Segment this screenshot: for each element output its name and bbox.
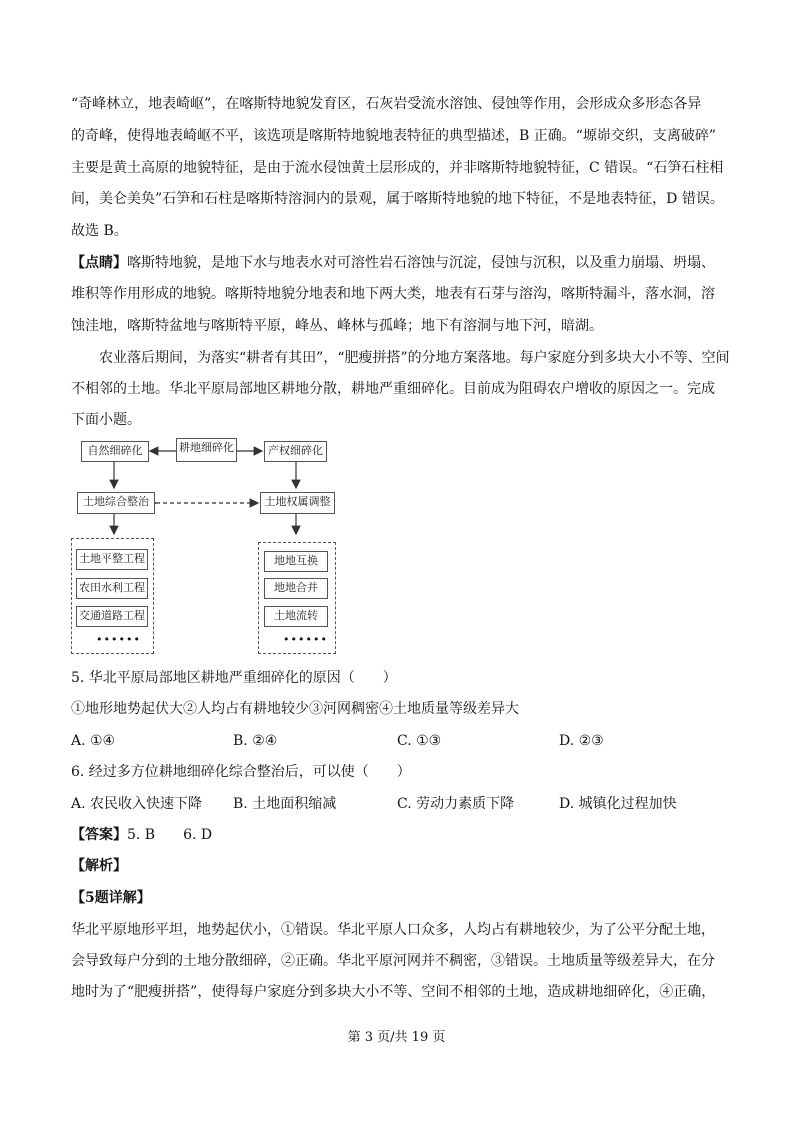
detail-line: 会导致每户分到的土地分散细碎，②正确。华北平原河网并不稠密，③错误。土地质量等级差异大，在分 [71, 953, 715, 969]
detail-line: 地时为了“肥瘦拼搭”，使得每户家庭分到多块大小不等、空间不相邻的土地，造成耕地细碎化，④正确， [71, 984, 716, 1000]
question-5-statements: ①地形地势起伏大②人均占有耕地较少③河网稠密④土地质量等级差异大 [71, 701, 519, 717]
q6-option-a: A. 农民收入快速下降 [71, 796, 203, 812]
q6-option-d: D. 城镇化过程加快 [559, 796, 677, 812]
q6-option-b: B. 土地面积缩减 [233, 796, 337, 812]
q5-option-c: C. ①③ [397, 733, 442, 749]
engineering-item: 交通道路工程 [76, 606, 148, 627]
question-5-stem: 5. 华北平原局部地区耕地严重细碎化的原因（ ） [71, 670, 397, 686]
answer-text: 5. B 6. D [127, 827, 213, 843]
dianjing-line: 蚀洼地，喀斯特盆地与喀斯特平原，峰丛、峰林与孤峰；地下有溶洞与地下河，暗湖。 [71, 318, 603, 334]
q6-option-c: C. 劳动力素质下降 [397, 796, 515, 812]
analysis-tag: 【解析】 [71, 858, 127, 874]
natural-fragmentation-box: 自然细碎化 [81, 441, 149, 462]
intro-line: 不相邻的土地。华北平原局部地区耕地分散，耕地严重细碎化。目前成为阻碍农户增收的原因之一。完成 [71, 381, 715, 397]
ellipsis: •••••• [283, 633, 328, 646]
q5-option-d: D. ②③ [559, 733, 604, 749]
engineering-item: 农田水利工程 [76, 578, 148, 599]
dianjing-tag: 【点睛】 [71, 255, 127, 271]
page-footer: 第 3 页/共 19 页 [347, 1030, 446, 1045]
dianjing-text: 喀斯特地貌，是地下水与地表水对可溶性岩石溶蚀与沉淀，侵蚀与沉积，以及重力崩塌、坍塌、 [127, 255, 715, 271]
adjustment-item: 地地合并 [264, 578, 328, 599]
detail-line: 华北平原地形平坦，地势起伏小，①错误。华北平原人口众多，人均占有耕地较少，为了公平分配土地， [71, 922, 715, 938]
answer-line [71, 825, 212, 845]
land-consolidation-box: 土地综合整治 [77, 492, 155, 514]
answer-tag: 【答案】 [71, 827, 127, 843]
property-fragmentation-box: 产权细碎化 [264, 441, 327, 462]
text-line: “奇峰林立，地表崎岖”，在喀斯特地貌发育区，石灰岩受流水溶蚀、侵蚀等作用，会形成众多形态各异 [71, 96, 702, 112]
ellipsis: •••••• [96, 633, 141, 646]
intro-line: 农业落后期间，为落实“耕者有其田”，“肥瘦拼搭”的分地方案落地。每户家庭分到多块大小不等、空间 [99, 350, 730, 366]
intro-line: 下面小题。 [71, 412, 141, 428]
detail-tag: 【5题详解】 [71, 890, 151, 906]
q5-option-a: A. ①④ [71, 733, 116, 749]
adjustment-item: 土地流转 [264, 606, 328, 627]
ownership-adjustment-box: 土地权属调整 [260, 492, 335, 514]
engineering-item: 土地平整工程 [76, 549, 148, 570]
text-line: 间，美仑美奂”石笋和石柱是喀斯特溶洞内的景观，属于喀斯特地貌的地下特征，不是地表特征，D 错误。 [71, 191, 724, 207]
text-line: 的奇峰，使得地表崎岖不平，该选项是喀斯特地貌地表特征的典型描述，B 正确。“塬峁交织，支离破碎” [71, 128, 717, 144]
question-6-stem: 6. 经过多方位耕地细碎化综合整治后，可以使（ ） [71, 764, 411, 780]
adjustment-item: 地地互换 [264, 551, 328, 572]
q5-option-b: B. ②④ [233, 733, 278, 749]
text-line: 故选 B。 [71, 223, 128, 239]
dianjing-line: 堆积等作用形成的地貌。喀斯特地貌分地表和地下两大类，地表有石芽与溶沟，喀斯特漏斗，落水洞，溶 [71, 286, 715, 302]
farmland-fragmentation-box: 耕地细碎化 [176, 438, 237, 462]
text-line: 主要是黄土高原的地貌特征，是由于流水侵蚀黄土层形成的，并非喀斯特地貌特征，C 错误。“石笋石柱相 [71, 160, 724, 176]
